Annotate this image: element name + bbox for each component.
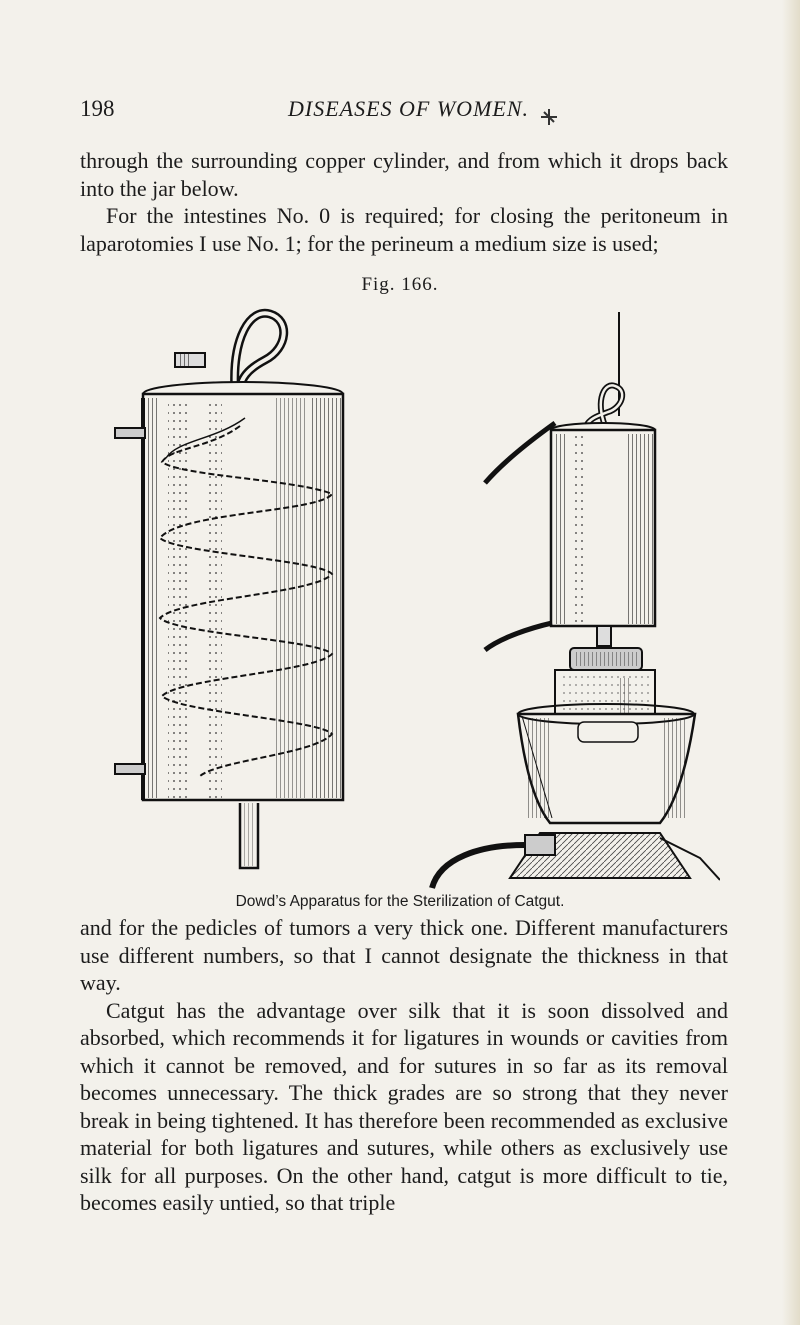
paragraph: Catgut has the advantage over silk that it is soon dissolved and absorbed, which recommends it for ligatures in wounds or cavities from which it cannot be removed, and for sutures in so far as its removal becomes unnecessary. The thick grades are so strong that they never break in being tightened. It has therefore been recommended as exclusive material for both ligatures and sutures, while others as exclusively use silk for all purposes. On the other hand, catgut is more difficult to tie, becomes easily untied, so that triple xyxy=(80,997,728,1215)
paragraph: and for the pedicles of tumors a very thick one. Different manufacturers use different numbers, so that I cannot designate the thickness in that way. xyxy=(80,915,728,995)
text-block-top xyxy=(80,147,728,257)
sterilizer-assembly-drawing xyxy=(432,312,720,888)
printer-ornament-icon xyxy=(538,108,560,126)
running-title: DISEASES OF WOMEN. xyxy=(288,96,530,121)
page-edge-shading xyxy=(782,0,800,1325)
paragraph: For the intestines No. 0 is required; for closing the peritoneum in laparotomies I use No. 1; for the perineum a medium size is used; xyxy=(80,203,728,256)
page-header xyxy=(80,96,726,128)
text-block-bottom xyxy=(80,914,728,1217)
figure-illustration xyxy=(100,298,720,890)
figure-label: Fig. 166. xyxy=(361,274,439,295)
catgut-cylinder-drawing xyxy=(115,313,343,868)
figure-caption: Dowd’s Apparatus for the Sterilization of Catgut. xyxy=(235,893,565,910)
paragraph: through the surrounding copper cylinder, and from which it drops back into the jar below. xyxy=(80,148,728,201)
page-number: 198 xyxy=(80,96,115,121)
